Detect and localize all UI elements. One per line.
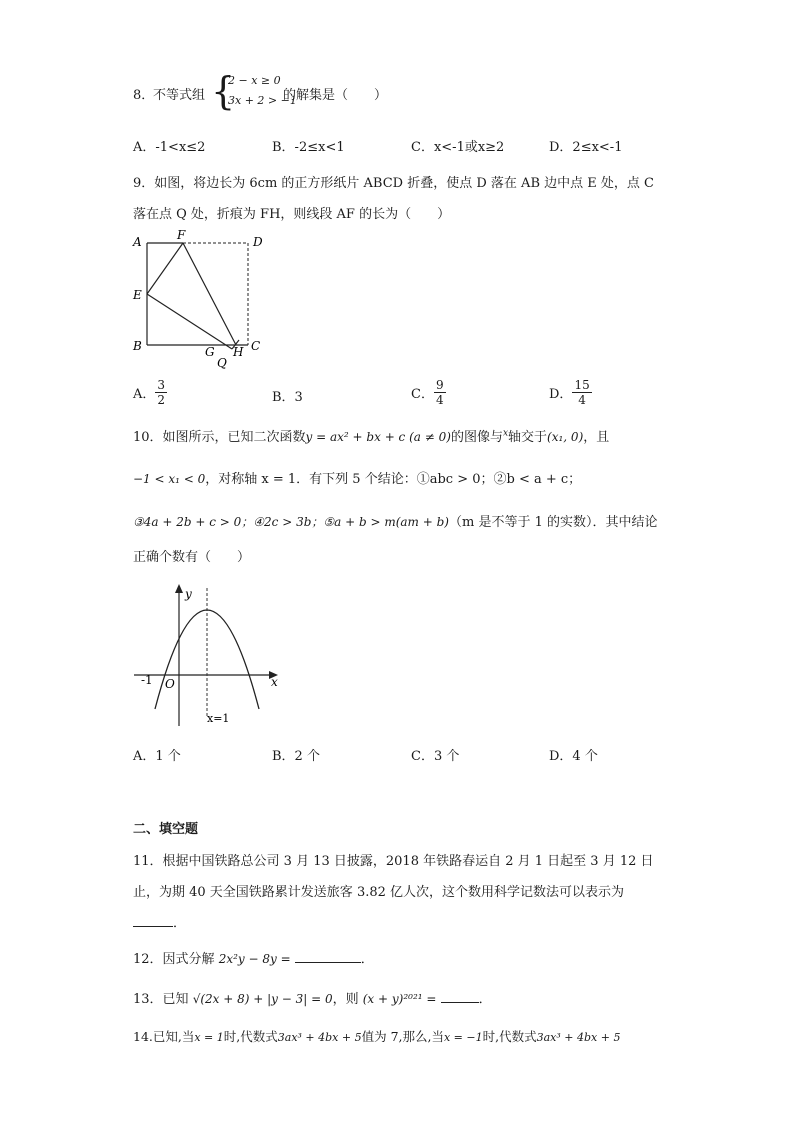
- segment-fh: [183, 243, 236, 345]
- q10-line4: 正确个数有（ ）: [133, 550, 251, 565]
- q11-answer-blank[interactable]: [133, 914, 173, 927]
- q9-option-c: C． $\frac{9}{4}$: [411, 378, 444, 407]
- segment-fe: [147, 243, 183, 294]
- q13-line: 13．已知 √(2x + 8) + |y − 3| = 0，则 (x + y)²⁰²¹ = ．: [133, 992, 492, 1007]
- q10-line3: ③4a + 2b + c > 0；④2c > 3b；⑤a + b > m(am + b)（m 是不等于 1 的实数）．其中结论: [133, 515, 658, 530]
- q10-line2: −1 < x₁ < 0，对称轴 x = 1．有下列 5 个结论：①abc > 0；②b < a + c；: [133, 472, 582, 487]
- q8-option-d: D．2≤x<-1: [549, 140, 623, 155]
- symmetry-label: x=1: [207, 712, 230, 725]
- q10-option-a: A．1 个: [133, 749, 181, 764]
- segment-eq: [147, 294, 232, 349]
- y-axis-label: y: [185, 587, 192, 601]
- q10-option-c: C．3 个: [411, 749, 460, 764]
- quadratic-formula: y = ax² + bx + c (a ≠ 0): [305, 430, 451, 444]
- q11-line3: ．: [133, 912, 186, 931]
- q8-option-b: B．-2≤x<1: [272, 140, 345, 155]
- section-title: 二、填空题: [133, 822, 199, 837]
- label-h: H: [233, 345, 244, 359]
- fraction: $\frac{9}{4}$: [435, 378, 444, 407]
- q12-answer-blank[interactable]: [295, 950, 361, 963]
- q9-option-d: D． $\frac{15}{4}$: [549, 378, 590, 407]
- q8-inequality-2: 3x + 2 > −1: [228, 94, 297, 107]
- label-c: C: [251, 339, 261, 353]
- q8-lead: 不等式组: [153, 88, 206, 103]
- q9-stem-line2: 落在点 Q 处，折痕为 FH，则线段 AF 的长为（ ）: [133, 207, 451, 222]
- q10-option-b: B．2 个: [272, 749, 320, 764]
- q10-line1: 10．如图所示，已知二次函数y = ax² + bx + c (a ≠ 0)的图像与$^x$轴交于(x₁, 0)，且: [133, 428, 610, 445]
- fraction: $\frac{15}{4}$: [574, 378, 590, 407]
- q8-option-a: A．-1<x≤2: [133, 140, 206, 155]
- q11-line2: 止，为期 40 天全国铁路累计发送旅客 3.82 亿人次，这个数用科学记数法可以表示为: [133, 885, 625, 900]
- q8-option-c: C．x<-1或x≥2: [411, 140, 505, 155]
- q11-line1: 11．根据中国铁路总公司 3 月 13 日披露，2018 年铁路春运自 2 月 1 日起至 3 月 12 日: [133, 854, 654, 869]
- q10-parabola-graph: [128, 578, 288, 733]
- q13-answer-blank[interactable]: [441, 990, 479, 1003]
- q8-brace: {: [211, 69, 236, 113]
- q9-stem-line1: 9．如图，将边长为 6cm 的正方形纸片 ABCD 折叠，使点 D 落在 AB 边中点 E 处，点 C: [133, 176, 654, 191]
- label-a: A: [133, 235, 142, 249]
- q8-number: 8．: [133, 88, 155, 103]
- q9-figure: [125, 228, 275, 373]
- label-d: D: [253, 235, 263, 249]
- y-axis-arrow: [175, 584, 183, 593]
- label-b: B: [133, 339, 142, 353]
- q10-option-d: D．4 个: [549, 749, 598, 764]
- neg-one-label: -1: [141, 673, 153, 687]
- q9-option-b: B．3: [272, 390, 303, 405]
- label-e: E: [133, 288, 142, 302]
- q12-line: 12．因式分解 2x²y − 8y = ．: [133, 952, 374, 967]
- origin-label: O: [165, 677, 175, 691]
- x-axis-label: x: [271, 675, 278, 689]
- q9-option-a: A． $\frac{3}{2}$: [133, 378, 166, 407]
- label-g: G: [205, 345, 215, 359]
- q14-line: 14.已知,当x = 1时,代数式3ax³ + 4bx + 5值为 7,那么,当x = −1时,代数式3ax³ + 4bx + 5: [133, 1029, 621, 1044]
- label-f: F: [177, 228, 186, 242]
- label-q: Q: [217, 356, 227, 370]
- q8-inequality-1: 2 − x ≥ 0: [228, 74, 281, 87]
- q8-tail: 的解集是（ ）: [283, 88, 388, 103]
- fraction: $\frac{3}{2}$: [157, 378, 166, 407]
